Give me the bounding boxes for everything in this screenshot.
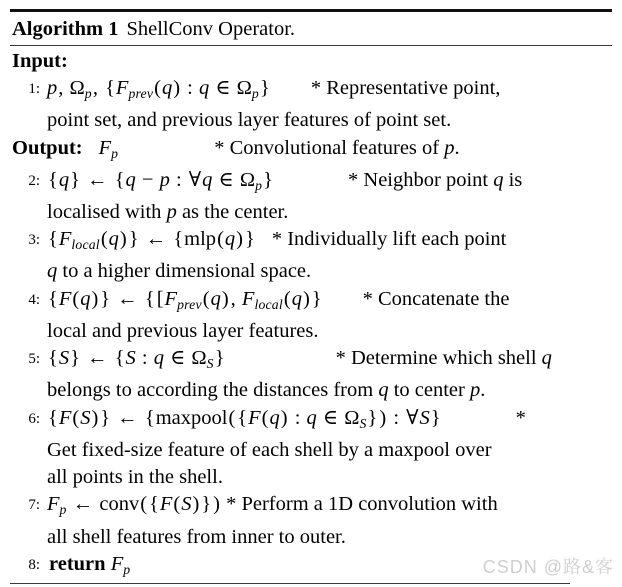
line-1-content [47,75,612,107]
sym-lbrace-l7: { [149,493,159,516]
sym-lbrace-l5: { [48,347,58,370]
sym-q-l2-comment: q [493,168,504,191]
sym-leftarrow-l6: ← [117,406,138,429]
sym-q-l5: q [153,347,164,370]
sym-colon-l6: : [294,406,301,429]
sym-leftarrow-l4: ← [117,287,138,310]
sym-q-l3-cont: q [47,260,58,283]
line-4-content [47,286,612,318]
algorithm-line-4-continuation [10,318,612,345]
algorithm-line-2 [10,167,612,199]
line-1-comment: * Representative point, [310,77,501,100]
line-number-3: 3: [28,232,40,249]
sym-lbrace-l3: { [48,228,58,251]
sym-lparen-l7: ( [140,493,148,516]
sym-q-l6b: q [306,406,317,429]
algorithm-line-1 [10,75,612,107]
sym-omega-l6: Ω [344,406,360,429]
line-7-continuation-text: all shell features from inner to outer. [47,525,346,548]
sym-p-out: p [444,136,455,159]
sym-p: p [47,77,58,100]
sym-sub-prev-l4: prev [177,296,202,312]
line-3-comment: * Individually lift each point [271,228,507,251]
algorithm-line-6-continuation-b [10,464,612,491]
sym-sub-p-l8: p [123,561,131,577]
sym-S-l7: S [181,493,192,516]
sym-q-l5-cont: q [378,379,389,402]
line-2-continuation-text [10,201,288,223]
sym-S-l6b: S [419,406,430,429]
sym-q-l2b: q [125,168,136,191]
line-6-continuation-text-b: all points in the shell. [47,466,223,489]
sym-rparen-l7b: ) [192,493,200,516]
algorithm-line-3 [10,226,612,258]
sym-q-l4c: q [291,287,302,310]
output-section-header [10,135,612,167]
sym-lparen-l7b: ( [173,493,181,516]
sym-rparen-l7c: ) [213,493,220,516]
sym-sub-S-l6: S [359,415,367,431]
line-3-content [47,226,612,258]
sym-lparen-l6c: ( [261,406,269,429]
line-4-comment: * Concatenate the [362,287,510,310]
algorithm-caption [10,12,612,45]
algorithm-line-5-continuation [10,377,612,404]
sym-F-l7: F [47,493,60,516]
sym-q-l3: q [108,228,119,251]
sym-lbrace-l4b: { [144,287,155,310]
sym-rbrace-l6b: } [367,406,378,429]
sym-lbrace-l6b: { [144,406,155,429]
sym-lparen-l3b: ( [217,228,224,251]
sym-lbrace-l2: { [48,168,58,191]
line-number-6: 6: [28,410,40,427]
sym-sub-p-l7: p [59,502,67,518]
sym-lparen-l3: ( [100,228,108,251]
input-keyword: Input: [12,50,68,72]
line-2-cont-b: as the center. [181,201,289,224]
line-2-cont-a: localised with [47,201,162,224]
sym-rparen-l3: ) [119,228,127,251]
sym-rparen-l3b: ) [236,228,243,251]
sym-sub-p: p [84,86,92,102]
sym-colon-l5: : [141,347,148,370]
sym-rparen-l4b: ) [221,287,229,310]
sym-leftarrow-l5: ← [87,347,108,370]
sym-q-l3b: q [224,228,236,251]
sym-rparen-l4: ) [91,287,99,310]
algorithm-line-7-continuation [10,524,612,551]
sym-minus-l2: − [141,168,154,191]
sym-rbrace-l6: } [100,406,111,429]
sym-p-l2: p [159,168,170,191]
sym-F-l6: F [58,406,72,429]
sym-sub-local-l3: local [71,237,100,253]
algorithm-block [10,9,612,584]
sym-sub-S-l5: S [206,356,214,372]
sym-sub-p-2: p [251,86,259,102]
sym-q-l6: q [269,406,280,429]
output-line-content [10,135,612,167]
input-section-header [10,48,612,75]
sym-q-l2: q [58,168,70,191]
line-5-content [47,345,612,377]
sym-q-l4: q [80,287,91,310]
line-5-cont-a: belongs to according the distances from [47,379,374,402]
output-keyword: Output: [12,136,83,159]
sym-rparen-l6: ) [91,406,99,429]
sym-lparen-l4c: ( [283,287,291,310]
sym-q-l2c: q [202,168,213,191]
output-comment-end: . [454,136,460,159]
sym-leftarrow-l7: ← [72,493,94,516]
sym-in-l6: ∈ [322,406,339,429]
line-number-5: 5: [28,351,40,368]
sym-lbrace-l5b: { [114,347,125,370]
algorithm-line-6 [10,405,612,437]
line-number-4: 4: [28,291,40,308]
line-1-continuation-text: point set, and previous layer features of point set. [47,109,452,132]
sym-lbrace-l4: { [48,287,58,310]
sym-rparen-l6c: ) [280,406,288,429]
sym-lbracket-l4: [ [156,287,164,310]
sym-S-l5b: S [125,347,136,370]
sym-F-l4c: F [241,287,255,310]
algorithm-line-2-continuation [10,199,612,226]
sym-rbrace-l2: } [70,168,80,191]
sym-rbrace-l6c: } [430,406,441,429]
line-3-continuation-text [10,260,311,282]
sym-comma-2: , [92,77,98,100]
sym-sub-p-out: p [111,145,119,161]
sym-maxpool: maxpool [155,406,228,429]
sym-in: ∈ [215,77,231,100]
sym-S-l6: S [80,406,91,429]
sym-colon-l2: : [175,168,182,191]
line-number-1: 1: [28,81,40,98]
algorithm-line-4 [10,286,612,318]
algorithm-steps [10,46,612,583]
sym-rparen-l4c: ) [302,287,310,310]
sym-forall-l6: ∀ [406,406,419,429]
sym-lparen-l4b: ( [202,287,210,310]
sym-in-l2: ∈ [218,168,234,191]
sym-rbrace-l5: } [70,347,80,370]
line-7-comment: * Perform a 1D convolution with [226,493,498,516]
line-number-7: 7: [28,497,40,514]
sym-S-l5: S [58,347,70,370]
line-7-content [47,491,612,523]
algorithm-caption-title: ShellConv Operator. [126,18,296,40]
sym-comma: , [58,77,64,100]
line-4-continuation-text: local and previous layer features. [47,319,319,342]
line-5-comment: * Determine which shell [335,347,537,370]
algorithm-line-1-continuation [10,107,612,134]
algorithm-bottom-rule [10,583,570,584]
sym-rbrace-l4: } [100,287,111,310]
sym-rbrace-l3b: } [244,228,255,251]
sym-omega-l2: Ω [239,168,256,191]
line-number-2: 2: [28,172,40,189]
line-2-content [47,167,612,199]
sym-rbrace-l5b: } [214,347,225,370]
sym-omega: Ω [69,77,85,100]
sym-lbrace-l6c: { [237,406,248,429]
algorithm-line-7 [10,491,612,523]
sym-F-l7b: F [159,493,173,516]
algorithm-line-5 [10,345,612,377]
sym-q-2: q [198,77,210,100]
line-6-comment: * [515,406,526,429]
sym-lparen-l6b: ( [228,406,236,429]
sym-lparen-l6: ( [72,406,80,429]
line-3-cont-a: to a higher dimensional space. [62,260,312,283]
sym-omega-l5: Ω [191,347,207,370]
sym-q: q [161,77,173,100]
sym-q-l5-comment: q [541,347,552,370]
line-5-cont-c: . [480,379,486,402]
line-5-continuation-text [10,379,485,401]
sym-lbrace-l6: { [48,406,58,429]
sym-rbrace-l3: } [128,228,139,251]
line-5-cont-b: to center [393,379,465,402]
algorithm-caption-label: Algorithm 1 [12,18,119,40]
sym-conv: conv [99,493,140,516]
output-comment: * Convolutional features of [214,136,440,159]
sym-lbrace-l2b: { [114,168,125,191]
sym-colon: : [187,77,193,100]
line-2-comment-end: is [508,168,523,191]
sym-p-l2-cont: p [166,201,177,224]
sym-colon-l6b: : [393,406,400,429]
algorithm-line-6-continuation-a [10,437,612,464]
sym-rbrace-l7b: } [201,493,212,516]
sym-F-l4: F [58,287,72,310]
sym-lparen: ( [154,77,161,100]
sym-F: F [115,77,129,100]
sym-comma-l4: , [230,287,236,310]
sym-sub-p-l2: p [255,177,263,193]
csdn-watermark: CSDN @路&客 [482,557,614,577]
return-keyword: return [49,552,106,575]
line-number-8: 8: [28,556,40,573]
line-6-continuation-text-a: Get fixed-size feature of each shell by a maxpool over [47,438,492,461]
sym-sub-local-l4: local [254,296,283,312]
sym-F-out: F [98,136,112,159]
sym-leftarrow-l2: ← [87,168,108,191]
sym-leftarrow-l3: ← [145,228,167,251]
sym-lparen-l4: ( [72,287,80,310]
sym-in-l5: ∈ [170,347,186,370]
sym-lbrace-l3b: { [173,228,184,251]
sym-omega-2: Ω [236,77,252,100]
sym-forall-l2: ∀ [188,168,202,191]
sym-rbrace-l2c: } [263,168,274,191]
sym-F-l4b: F [164,287,178,310]
sym-rparen-l6d: ) [379,406,387,429]
sym-rbrace: } [259,77,270,100]
sym-F-l3: F [58,228,72,251]
sym-sub-prev: prev [128,86,154,102]
line-2-comment: * Neighbor point [348,168,489,191]
sym-lbrace: { [105,77,115,100]
sym-F-l8: F [110,552,124,575]
sym-q-l4b: q [210,287,221,310]
sym-rparen: ) [173,77,181,100]
sym-p-l5-cont: p [469,379,481,402]
sym-F-l6b: F [248,406,261,429]
sym-mlp: mlp [184,228,217,251]
algorithm-line-3-continuation [10,258,612,285]
sym-rbrace-l4c: } [311,287,322,310]
line-6-content [47,405,612,437]
